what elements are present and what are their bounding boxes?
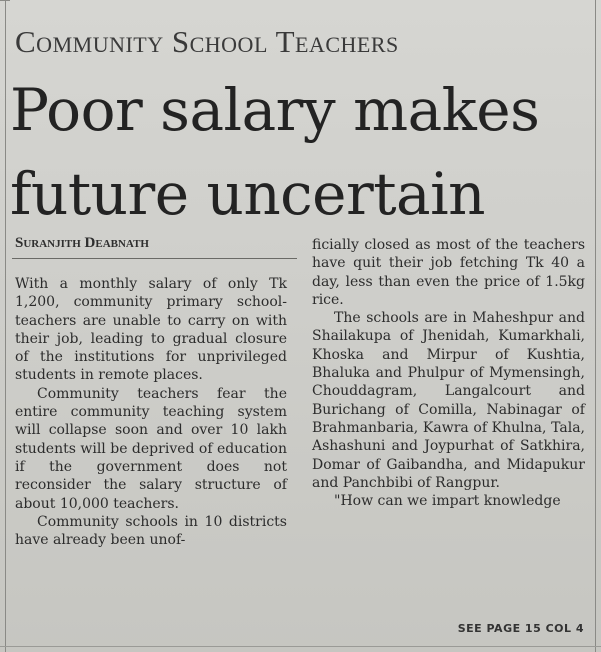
paragraph-lead: With a monthly salary of only Tk 1,200, community primary school-teachers are unable to carry on with their job, leading to gradual closure of the institutions for unprivileged students in remote places. xyxy=(15,276,287,384)
column-border-left xyxy=(5,0,6,652)
paragraph: Community schools in 10 districts have already been unof- xyxy=(15,513,287,549)
paragraph-continued: ficially closed as most of the teachers have quit their job fetching Tk 40 a day, less than even the price of 1.5kg rice. xyxy=(312,237,585,308)
headline-line-1: Poor salary makes xyxy=(10,76,540,144)
paragraph: "How can we impart knowledge xyxy=(334,493,561,510)
body-column-left xyxy=(15,275,287,549)
article-kicker: Community School Teachers xyxy=(15,24,399,59)
body-column-right xyxy=(312,236,585,510)
paragraph: The schools are in Maheshpur and Shailakupa of Jhenidah, Kumarkhali, Khoska and Mirpur of Kushtia, Bhaluka and Phulpur of Mymensingh, Chouddagram, Langalcourt and Burichang of Comilla, Nabinagar of Brahmanbaria, Kawra of Khulna, Tala, Ashashuni and Joypurhat of Satkhira, Domar of Gaibandha, and Midapukur and Panchbibi of Rangpur. xyxy=(312,310,585,491)
article-byline: Suranjith Deabnath xyxy=(15,235,149,251)
article-headline xyxy=(10,68,595,236)
column-border-right xyxy=(595,0,596,652)
headline-line-2: future uncertain xyxy=(10,160,486,228)
paragraph: Community teachers fear the entire community teaching system will collapse soon and over 10 lakh students will be deprived of education if the government does not reconsider the salary structure of about 10,000 teachers. xyxy=(15,385,287,512)
continued-on-page-link[interactable]: SEE PAGE 15 COL 4 xyxy=(457,622,584,635)
corner-mark xyxy=(0,0,10,1)
byline-rule xyxy=(12,258,297,259)
bottom-rule xyxy=(0,646,601,647)
